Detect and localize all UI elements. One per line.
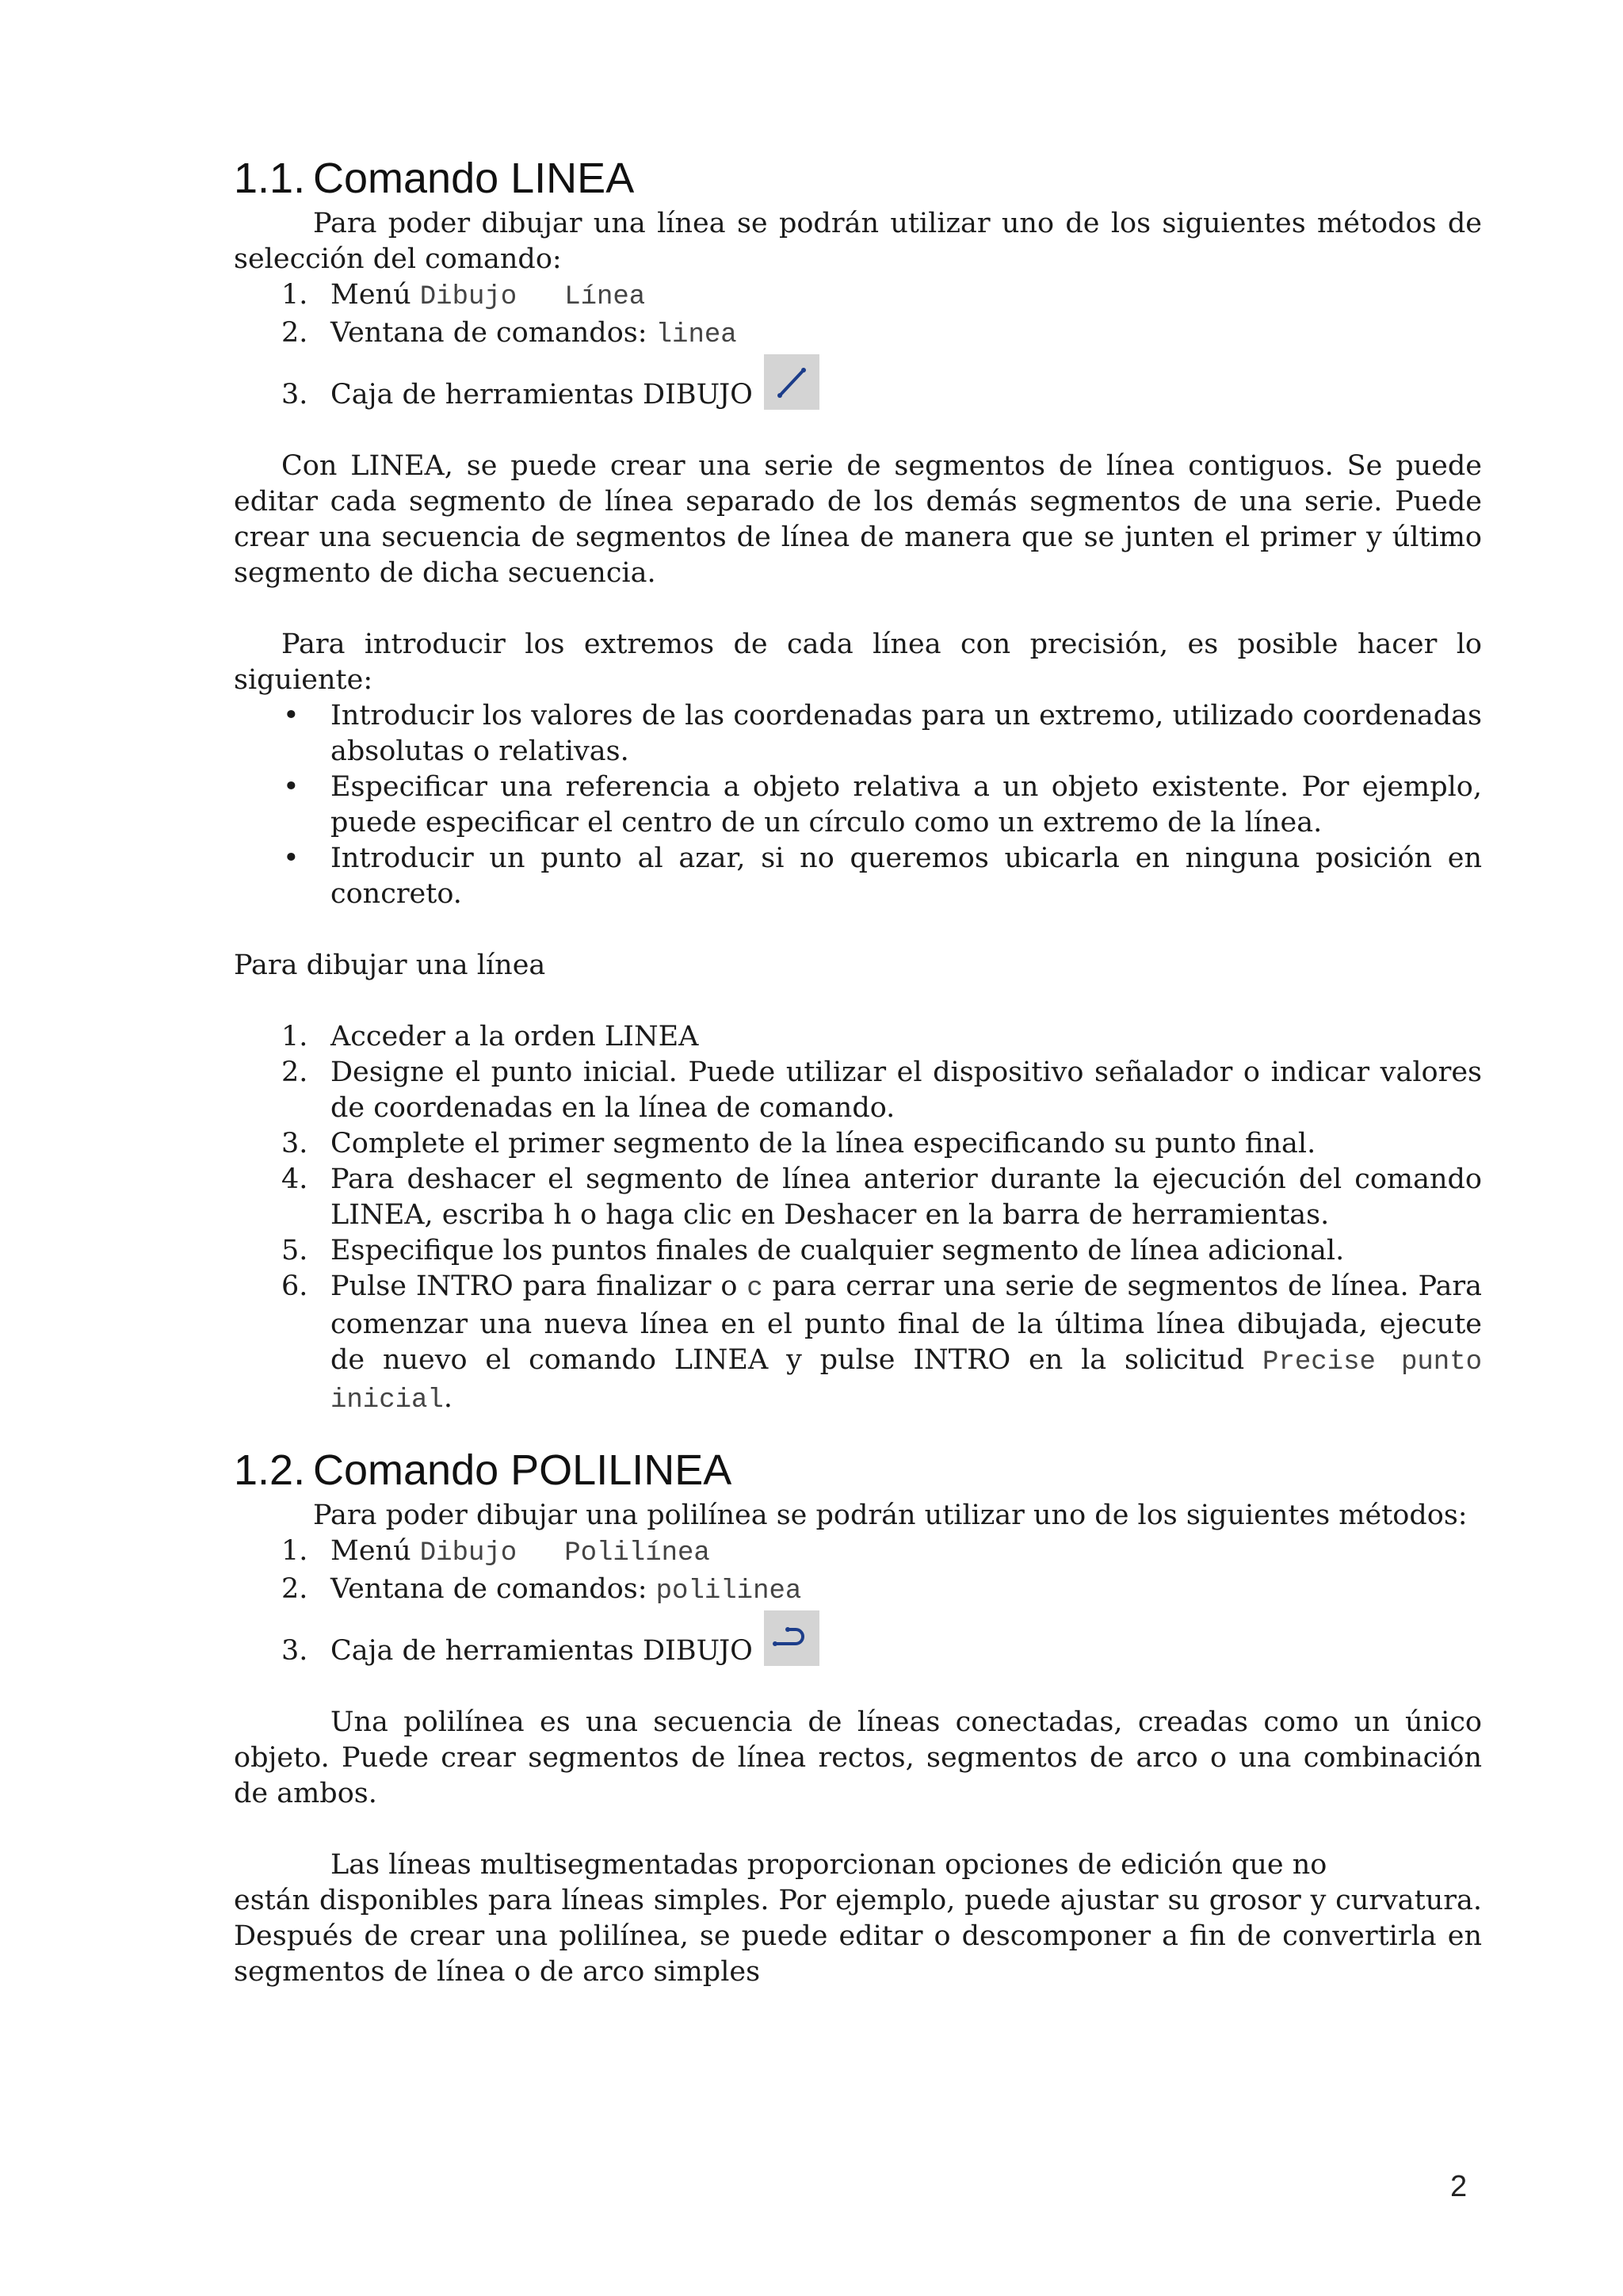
polyline-tool-icon <box>764 1610 819 1666</box>
polilinea-intro: Para poder dibujar una polilínea se podrán utilizar uno de los siguientes métodos: <box>313 1499 1468 1531</box>
linea-steps-title: Para dibujar una línea <box>234 949 546 981</box>
linea-paragraph-1: Con LINEA, se puede crear una serie de segmentos de línea contiguos. Se puede editar cada segmento de línea separado de los demás segmentos de una serie. Puede crear una secuencia de segmentos de línea de manera que se junten el primer y último segmento de dicha secuencia. <box>234 450 1482 589</box>
list-item: 3. Caja de herramientas DIBUJO <box>234 353 1482 413</box>
list-item: 2. Designe el punto inicial. Puede utilizar el dispositivo señalador o indicar valores de coordenadas en la línea de comando. <box>281 1056 1482 1124</box>
list-item: 6. Pulse INTRO para finalizar o c para cerrar una serie de segmentos de línea. Para comenzar una nueva línea en el punto final de la última línea dibujada, ejecute de nuevo el comando LINEA y pulse INTRO en la solicitud Precise punto inicial. <box>281 1270 1482 1415</box>
polilinea-paragraph-2-rest: están disponibles para líneas simples. Por ejemplo, puede ajustar su grosor y curvatura. Después de crear una polilínea, se puede editar o descomponer a fin de convertirla en segmentos de línea o de arco simples <box>234 1885 1482 1988</box>
polilinea-methods-list <box>234 1534 1482 1669</box>
line-tool-icon <box>764 354 819 410</box>
page-number: 2 <box>1450 2170 1468 2203</box>
list-item: • Introducir los valores de las coordenadas para un extremo, utilizado coordenadas absolutas o relativas. <box>283 700 1482 767</box>
linea-steps-list <box>234 1019 1482 1419</box>
page-content <box>234 151 1482 1990</box>
list-item: 4. Para deshacer el segmento de línea anterior durante la ejecución del comando LINEA, escriba h o haga clic en Deshacer en la barra de herramientas. <box>281 1163 1482 1231</box>
linea-methods-list <box>234 277 1482 413</box>
linea-paragraph-2: Para introducir los extremos de cada línea con precisión, es posible hacer lo siguiente: <box>234 628 1482 696</box>
polilinea-paragraph-2-first-line: Las líneas multisegmentadas proporcionan opciones de edición que no <box>330 1849 1327 1881</box>
list-item: 1. Menú Dibujo Polilínea <box>281 1535 710 1568</box>
list-item: 3. Caja de herramientas DIBUJO <box>234 1610 1482 1669</box>
list-item: 1. Acceder a la orden LINEA <box>281 1021 699 1052</box>
list-item: 2. Ventana de comandos: linea <box>281 317 737 350</box>
linea-intro: Para poder dibujar una línea se podrán utilizar uno de los siguientes métodos de selección del comando: <box>234 208 1482 275</box>
list-item: • Especificar una referencia a objeto relativa a un objeto existente. Por ejemplo, puede especificar el centro de un círculo como un extremo de la línea. <box>283 771 1482 839</box>
section-heading-linea: 1.1. Comando LINEA <box>234 155 635 202</box>
polilinea-paragraph-1: Una polilínea es una secuencia de líneas conectadas, creadas como un único objeto. Puede crear segmentos de línea rectos, segmentos de arco o una combinación de ambos. <box>234 1706 1482 1809</box>
linea-bullets <box>234 698 1482 912</box>
list-item: • Introducir un punto al azar, si no queremos ubicarla en ninguna posición en concreto. <box>283 842 1482 910</box>
list-item: 1. Menú Dibujo Línea <box>281 279 646 312</box>
list-item: 3. Complete el primer segmento de la línea especificando su punto final. <box>281 1128 1316 1159</box>
list-item: 2. Ventana de comandos: polilinea <box>281 1573 802 1606</box>
section-heading-polilinea: 1.2. Comando POLILINEA <box>234 1446 732 1494</box>
list-item: 5. Especifique los puntos finales de cualquier segmento de línea adicional. <box>281 1235 1345 1266</box>
